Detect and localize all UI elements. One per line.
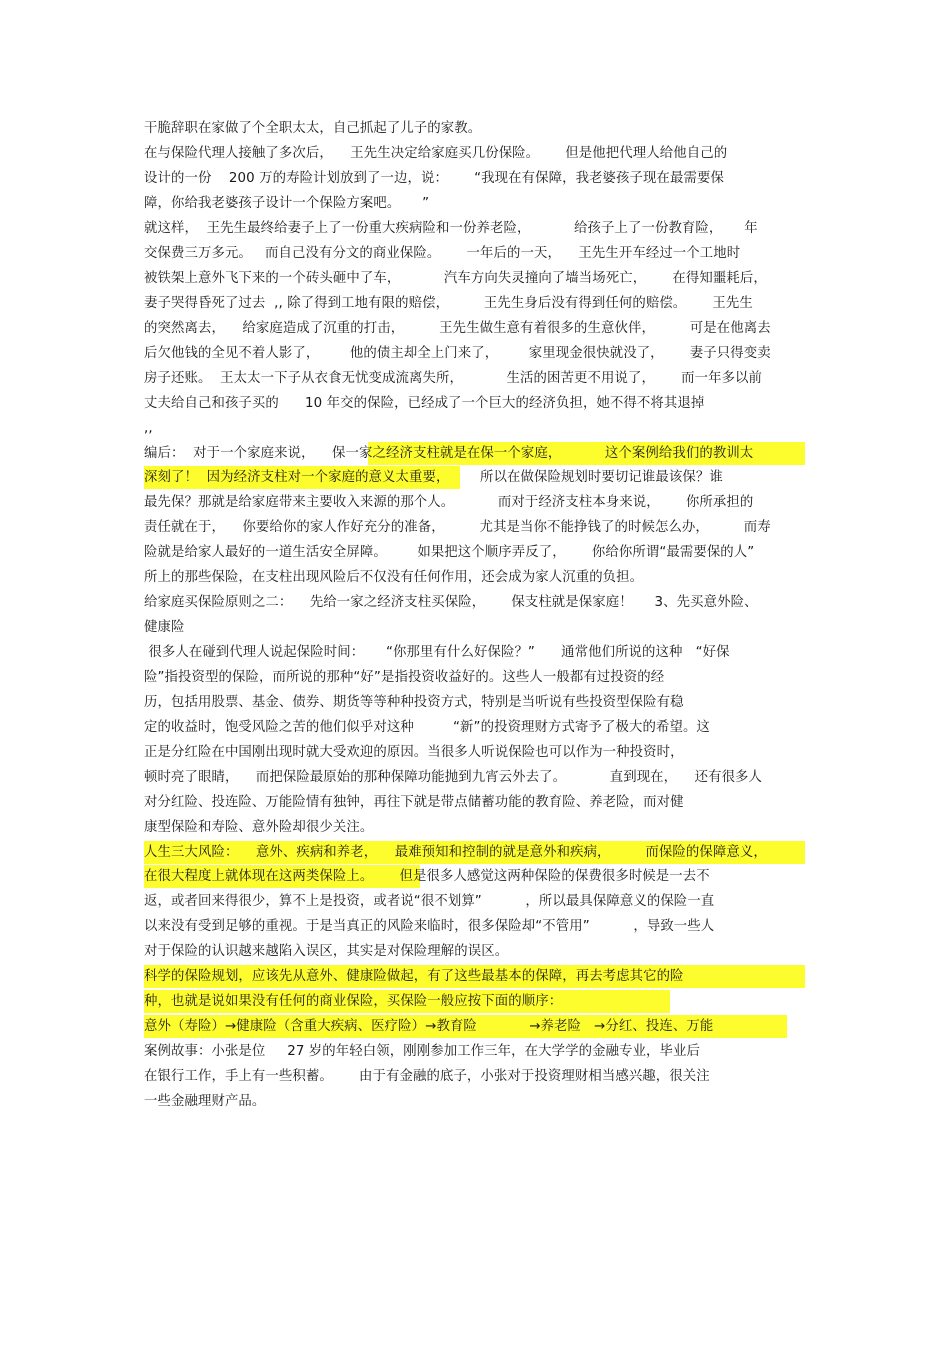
text-line: 顿时亮了眼睛， 而把保险最原始的那种保障功能抛到九宵云外去了。 直到现在， 还有很多人 bbox=[144, 770, 763, 785]
text-line: 给家庭买保险原则之二： 先给一家之经济支柱买保险， 保支柱就是保家庭！ 3、先买意外险、 bbox=[144, 595, 758, 610]
text-line: 障，你给我老婆孩子设计一个保险方案吧。 ” bbox=[144, 196, 430, 211]
text-line: 返，或者回来得很少，算不上是投资，或者说“很不划算” ，所以最具保障意义的保险一直 bbox=[144, 894, 715, 909]
text-line: 案例故事：小张是位 27 岁的年轻白领，刚刚参加工作三年，在大学学的金融专业，毕业后 bbox=[144, 1044, 701, 1059]
text-line: 所上的那些保险，在支柱出现风险后不仅没有任何作用，还会成为家人沉重的负担。 bbox=[144, 570, 644, 585]
text-line: 责任就在于， 你要给你的家人作好充分的准备， 尤其是当你不能挣钱了的时候怎么办， 而寿 bbox=[144, 520, 771, 535]
text-line: ,, bbox=[144, 421, 153, 436]
text-line: 在很大程度上就体现在这两类保险上。 但是很多人感觉这两种保险的保费很多时候是一去不 bbox=[144, 869, 710, 884]
text-line: 险”指投资型的保险，而所说的那种“好”是指投资收益好的。这些人一般都有过投资的经 bbox=[144, 670, 665, 685]
text-line: 健康险 bbox=[144, 620, 185, 635]
text-line: 就这样， 王先生最终给妻子上了一份重大疾病险和一份养老险， 给孩子上了一份教育险， 年 bbox=[144, 221, 758, 236]
text-line: 种，也就是说如果没有任何的商业保险，买保险一般应按下面的顺序： bbox=[144, 994, 563, 1009]
text-line: 交保费三万多元。 而自己没有分文的商业保险。 一年后的一天， 王先生开车经过一个工地时 bbox=[144, 246, 741, 261]
text-line: 在与保险代理人接触了多次后， 王先生决定给家庭买几份保险。 但是他把代理人给他自己的 bbox=[144, 146, 728, 161]
text-line: 房子还账。 王太太一下子从衣食无忧变成流离失所， 生活的困苦更不用说了， 而一年多以前 bbox=[144, 371, 763, 386]
text-line: 被铁架上意外飞下来的一个砖头砸中了车， 汽车方向失灵撞向了墙当场死亡， 在得知噩耗后， bbox=[144, 271, 767, 286]
text-line: 最先保？那就是给家庭带来主要收入来源的那个人。 而对于经济支柱本身来说， 你所承担的 bbox=[144, 495, 754, 510]
text-line: 康型保险和寿险、意外险却很少关注。 bbox=[144, 820, 374, 835]
text-line: 险就是给家人最好的一道生活安全屏障。 如果把这个顺序弄反了， 你给你所谓“最需要保的人” bbox=[144, 545, 755, 560]
text-line: 设计的一份 200 万的寿险计划放到了一边，说： “我现在有保障，我老婆孩子现在最需要保 bbox=[144, 171, 724, 186]
text-line: 很多人在碰到代理人说起保险时间： “你那里有什么好保险？” 通常他们所说的这种 “好保 bbox=[144, 645, 730, 660]
text-line: 科学的保险规划，应该先从意外、健康险做起，有了这些最基本的保障，再去考虑其它的险 bbox=[144, 969, 684, 984]
text-line: 历，包括用股票、基金、债券、期货等等种种投资方式，特别是当听说有些投资型保险有稳 bbox=[144, 695, 684, 710]
text-line: 定的收益时，饱受风险之苦的他们似乎对这种 “新”的投资理财方式寄予了极大的希望。这 bbox=[144, 720, 710, 735]
text-line: 丈夫给自己和孩子买的 10 年交的保险，已经成了一个巨大的经济负担，她不得不将其退掉 bbox=[144, 396, 705, 411]
text-line: 的突然离去， 给家庭造成了沉重的打击， 王先生做生意有着很多的生意伙伴， 可是在他离去 bbox=[144, 321, 771, 336]
text-line: 后欠他钱的全见不着人影了， 他的债主却全上门来了， 家里现金很快就没了， 妻子只得变卖 bbox=[144, 346, 771, 361]
text-line: 一些金融理财产品。 bbox=[144, 1094, 266, 1109]
text-line: 编后： 对于一个家庭来说， 保一家之经济支柱就是在保一个家庭， 这个案例给我们的教训太 bbox=[144, 446, 754, 461]
text-line: 深刻了！ 因为经济支柱对一个家庭的意义太重要， 所以在做保险规划时要切记谁最该保？谁 bbox=[144, 470, 723, 485]
text-line: 人生三大风险： 意外、疾病和养老， 最难预知和控制的就是意外和疾病， 而保险的保障意义， bbox=[144, 845, 767, 860]
text-line: 意外（寿险）→健康险（含重大疾病、医疗险）→教育险 →养老险 →分红、投连、万能 bbox=[144, 1019, 714, 1034]
text-line: 干脆辞职在家做了个全职太太，自己抓起了儿子的家教。 bbox=[144, 121, 482, 136]
text-line: 对分红险、投连险、万能险情有独钟，再往下就是带点储蓄功能的教育险、养老险，而对健 bbox=[144, 795, 684, 810]
text-line: 对于保险的认识越来越陷入误区，其实是对保险理解的误区。 bbox=[144, 944, 509, 959]
text-line: 在银行工作，手上有一些积蓄。 由于有金融的底子，小张对于投资理财相当感兴趣，很关注 bbox=[144, 1069, 710, 1084]
text-line: 妻子哭得昏死了过去 ,, 除了得到工地有限的赔偿， 王先生身后没有得到任何的赔偿。 王先生 bbox=[144, 296, 753, 311]
text-line: 以来没有受到足够的重视。于是当真正的风险来临时，很多保险却“不管用” ，导致一些人 bbox=[144, 919, 715, 934]
text-line: 正是分红险在中国刚出现时就大受欢迎的原因。当很多人听说保险也可以作为一种投资时， bbox=[144, 745, 684, 760]
